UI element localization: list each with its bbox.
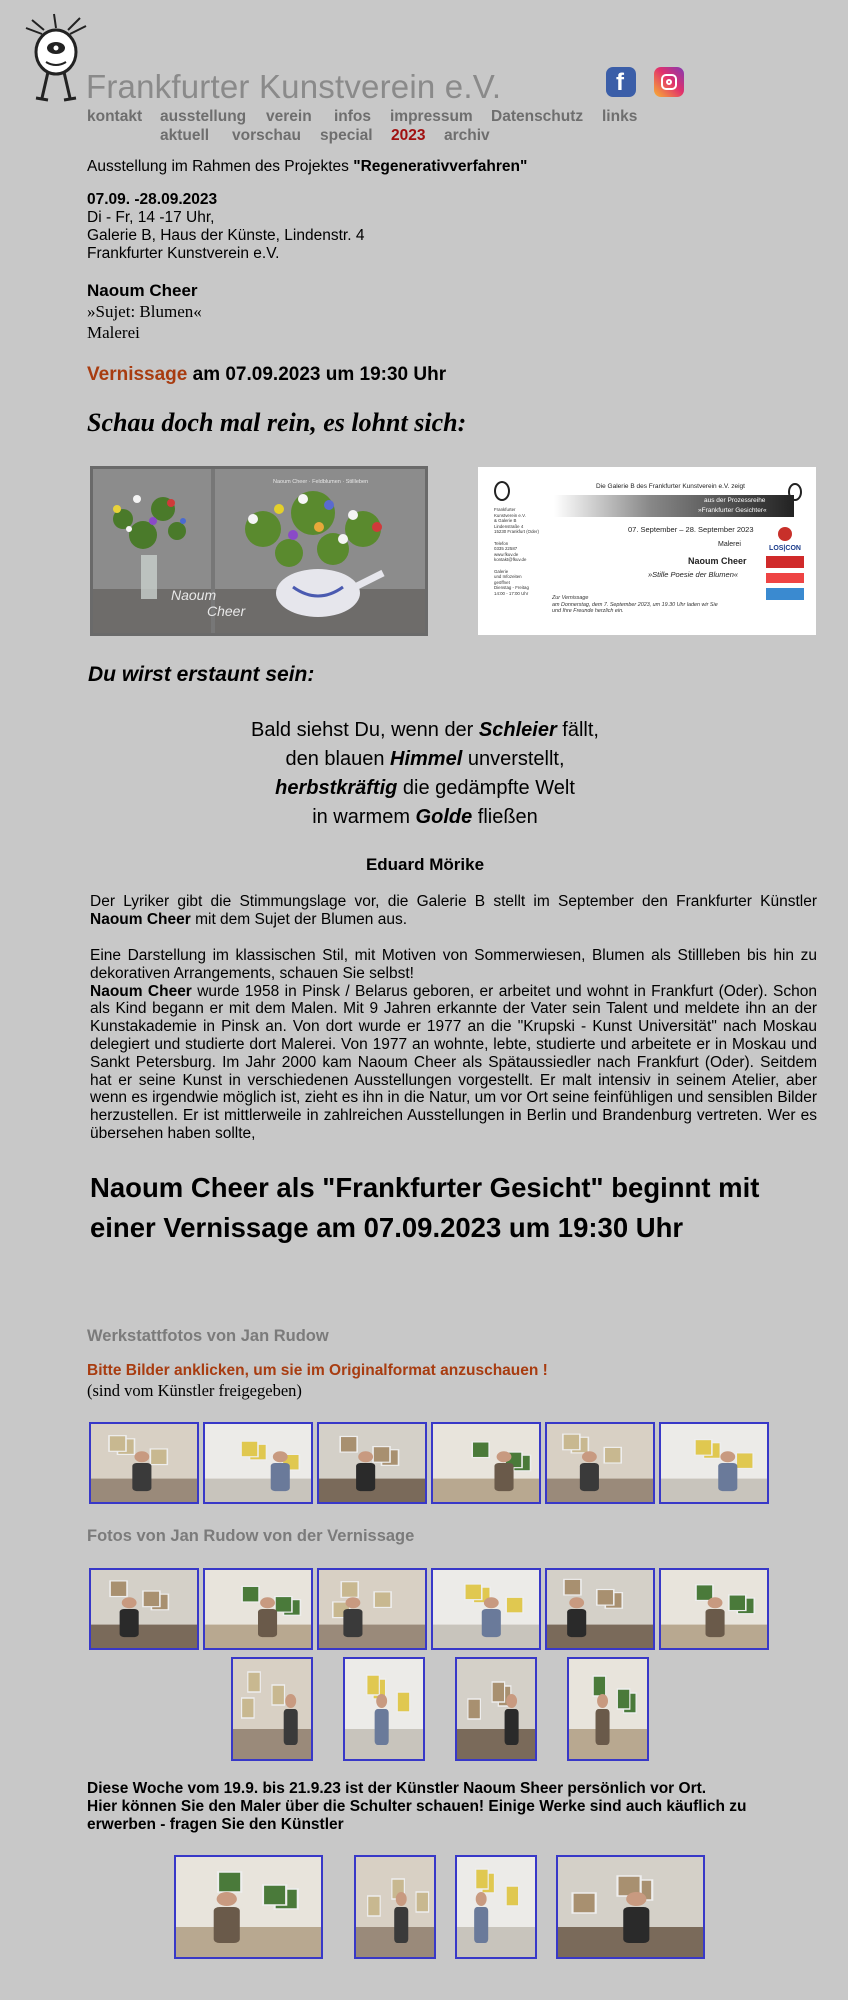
vernissage-photo[interactable]	[659, 1568, 769, 1650]
on-site-photo[interactable]	[174, 1855, 323, 1959]
vernissage-line: Vernissage am 07.09.2023 um 19:30 Uhr	[87, 364, 447, 385]
facebook-icon[interactable]: f	[606, 67, 636, 97]
poem-line-1: Bald siehst Du, wenn der Schleier fällt,	[251, 719, 599, 741]
nav-kontakt[interactable]: kontakt	[87, 108, 143, 125]
on-site-photo[interactable]	[354, 1855, 436, 1959]
exhibition-location: Galerie B, Haus der Künste, Lindenstr. 4	[87, 227, 365, 244]
headline-vernissage: Naoum Cheer als "Frankfurter Gesicht" beginnt mit einer Vernissage am 07.09.2023 um 19:30 Uhr	[90, 1172, 760, 1243]
project-line: Ausstellung im Rahmen des Projektes "Regenerativverfahren"	[87, 158, 528, 175]
workshop-photos-heading: Werkstattfotos von Jan Rudow	[87, 1327, 329, 1345]
nav-row-2	[87, 127, 787, 147]
poem-author: Eduard Mörike	[365, 855, 485, 874]
vernissage-photo[interactable]	[343, 1657, 425, 1761]
flyer-invite: Zur Vernissage am Donnerstag, dem 7. September 2023, um 19.30 Uhr laden wir Sie und Ihre Freunde herzlich ein.	[552, 595, 718, 615]
vernissage-photos-heading: Fotos von Jan Rudow von der Vernissage	[87, 1527, 415, 1545]
vernissage-label: Vernissage	[87, 364, 188, 385]
site-title: Frankfurter Kunstverein e.V.	[86, 68, 502, 105]
exhibition-subject: »Sujet: Blumen«	[87, 302, 202, 321]
workshop-photo[interactable]	[659, 1422, 769, 1504]
exhibition-medium: Malerei	[87, 323, 140, 342]
nav-verein[interactable]: verein	[266, 108, 312, 125]
flyer-dates: 07. September – 28. September 2023	[628, 525, 754, 534]
artist-on-site-notice: Diese Woche vom 19.9. bis 21.9.23 ist der Künstler Naoum Sheer persönlich vor Ort. Hier können Sie den Maler über die Schulter schauen! Einige Werke sind auch käuflich zu erwerben - fragen Sie den Künstler	[87, 1780, 747, 1833]
vernissage-photo[interactable]	[89, 1568, 199, 1650]
workshop-photo[interactable]	[431, 1422, 541, 1504]
poem-line-4: in warmem Golde fließen	[312, 806, 538, 828]
paragraph-2: Eine Darstellung im klassischen Stil, mit Motiven von Sommerwiesen, Blumen als Stillleben bis hin zu dekorativen Arrangements, schauen Sie selbst! Naoum Cheer wurde 1958 in Pinsk / Belarus geboren, er arbeitet und wohnt in Frankfurt (Oder). Schon als Kind begann er mit dem Malen. Mit 9 Jahren erkannte der Vater sein Talent und meldete ihn an der Kunstakademie in Pinsk an. Von dort wurde er 1977 an die "Krupski - Kunst Universität" nach Moskau delegiert und studierte dort Malerei. Von 1977 an wohnte, lebte, studierte und arbeitete er in Moskau und Sankt Petersburg. Im Jahr 2000 kam Naoum Cheer als Spätaussiedler nach Frankfurt (Oder). Seitdem hat er seine Kunst in verschiedenen Ausstellungen vorgestellt. Er malt intensiv in seinem Atelier, aber wenn es irgendwie möglich ist, zieht es ihn in die Natur, um vor Ort seine feinfühligen und sensiblen Bilder herzustellen. Er ist mittlerweile in zahlreichen Ausstellungen in Berlin und Brandenburg vertreten. Wer es übersehen haben sollte,	[90, 947, 817, 1142]
vernissage-photo[interactable]	[431, 1568, 541, 1650]
vernissage-photo[interactable]	[317, 1568, 427, 1650]
workshop-photo[interactable]	[545, 1422, 655, 1504]
vernissage-photo[interactable]	[455, 1657, 537, 1761]
poem-line-3: herbstkräftig die gedämpfte Welt	[275, 777, 575, 799]
site-logo[interactable]	[24, 8, 88, 104]
vernissage-photo[interactable]	[545, 1568, 655, 1650]
vernissage-photo[interactable]	[567, 1657, 649, 1761]
exhibition-dates: 07.09. -28.09.2023	[87, 191, 218, 208]
flyer-artist: Naoum Cheer	[688, 556, 747, 566]
workshop-photo[interactable]	[203, 1422, 313, 1504]
poem-heading: Du wirst erstaunt sein:	[88, 663, 315, 686]
nav-datenschutz[interactable]: Datenschutz	[491, 108, 584, 125]
nav-aktuell[interactable]: aktuell	[160, 127, 210, 144]
released-note: (sind vom Künstler freigegeben)	[87, 1381, 302, 1400]
nav-2023[interactable]: 2023	[391, 127, 426, 144]
vernissage-photo[interactable]	[231, 1657, 313, 1761]
workshop-photo[interactable]	[89, 1422, 199, 1504]
flyer-address-block: Frankfurter Kunstverein e.V. & Galerie B Lindenstraße 4 15230 Frankfurt (Oder) Telefon 0335 22587 www.fkuv.de kontakt@fkuv.de Galerie und Infozeiten geöffnet Dienstag - Freitag 14:00 - 17:00 Uhr	[494, 507, 539, 596]
on-site-photo[interactable]	[556, 1855, 705, 1959]
nav-row-1	[87, 108, 787, 128]
poem	[200, 716, 650, 832]
artist-name: Naoum Cheer	[87, 281, 198, 300]
flyer-medium: Malerei	[718, 541, 741, 548]
flyer-band-2: »Frankfurter Gesichter«	[698, 507, 767, 514]
svg-text:Naoum Cheer · Feldblumen · Sti: Naoum Cheer · Feldblumen · Stillleben	[273, 479, 369, 485]
flyer-header: Die Galerie B des Frankfurter Kunstverein e.V. zeigt	[596, 483, 745, 490]
painting-signature-1: Naoum	[171, 587, 217, 603]
painting-image[interactable]	[90, 466, 428, 636]
painting-signature-2: Cheer	[207, 603, 246, 619]
on-site-photo[interactable]	[455, 1855, 537, 1959]
poem-line-2: den blauen Himmel unverstellt,	[285, 748, 565, 770]
workshop-photo[interactable]	[317, 1422, 427, 1504]
click-hint: Bitte Bilder anklicken, um sie im Originalformat anzuschauen !	[87, 1362, 548, 1379]
nav-impressum[interactable]: impressum	[390, 108, 473, 125]
nav-special[interactable]: special	[320, 127, 373, 144]
invitation-flyer[interactable]	[478, 467, 816, 635]
nav-archiv[interactable]: archiv	[444, 127, 490, 144]
nav-vorschau[interactable]: vorschau	[232, 127, 301, 144]
flyer-logo-left	[494, 481, 510, 501]
nav-ausstellung[interactable]: ausstellung	[160, 108, 247, 125]
nav-infos[interactable]: infos	[334, 108, 372, 125]
organizer: Frankfurter Kunstverein e.V.	[87, 245, 280, 262]
paragraph-1: Der Lyriker gibt die Stimmungslage vor, die Galerie B stellt im September den Frankfurter Künstler Naoum Cheer mit dem Sujet der Blumen aus.	[90, 893, 817, 928]
flyer-band-1: aus der Prozessreihe	[704, 497, 766, 504]
flyer-title: »Stille Poesie der Blumen«	[648, 570, 739, 579]
opening-hours: Di - Fr, 14 -17 Uhr,	[87, 209, 215, 226]
project-name: "Regenerativverfahren"	[353, 158, 528, 175]
vernissage-photo[interactable]	[203, 1568, 313, 1650]
flyer-sponsor-logo: LOS|CON	[766, 527, 804, 617]
tagline: Schau doch mal rein, es lohnt sich:	[87, 408, 467, 437]
nav-links[interactable]: links	[602, 108, 638, 125]
instagram-icon[interactable]	[654, 67, 684, 97]
